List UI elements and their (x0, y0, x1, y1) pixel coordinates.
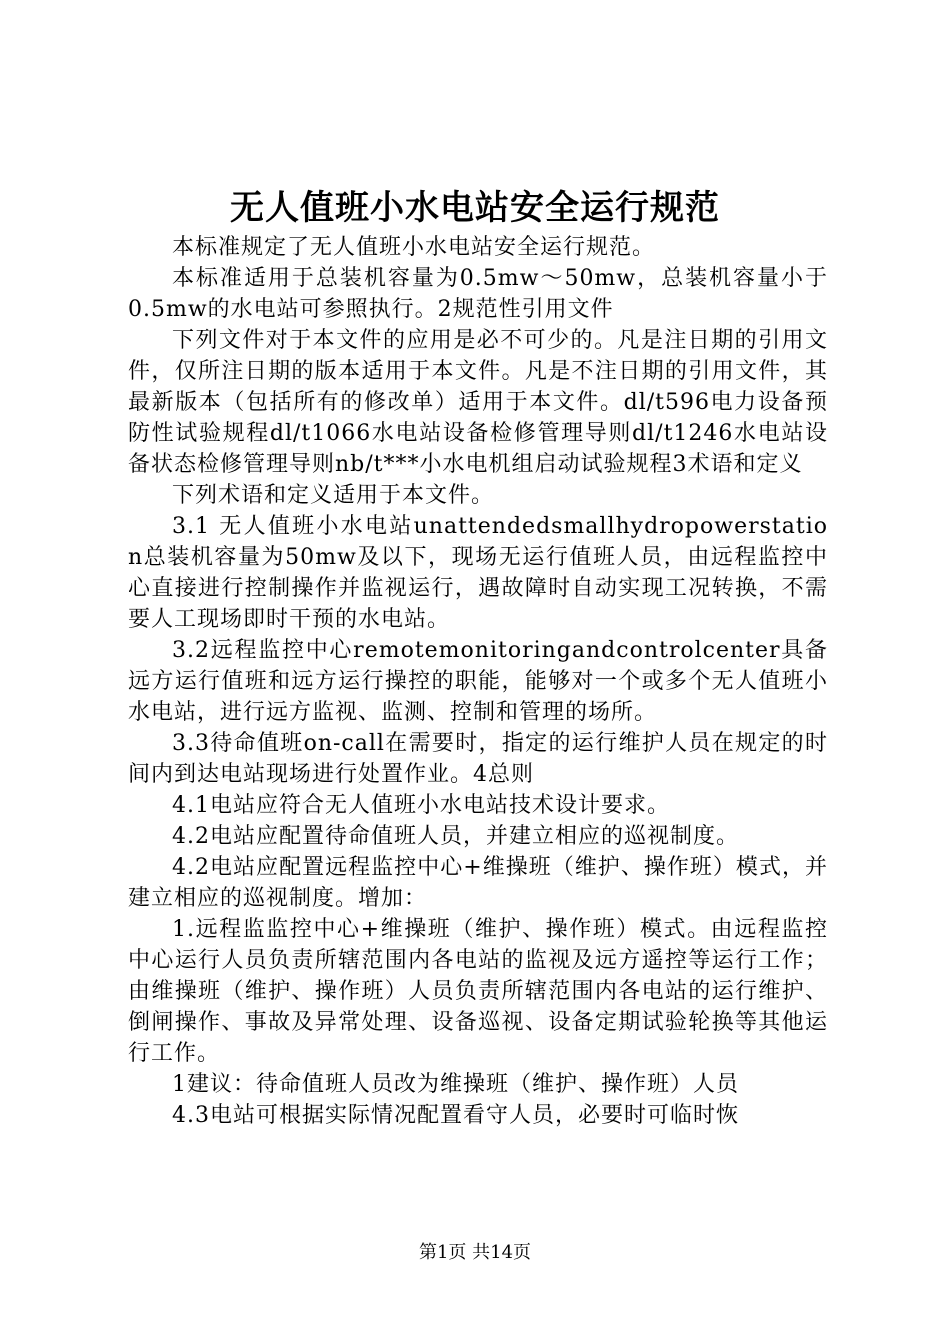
paragraph-clause-4-2a: 4.2电站应配置待命值班人员，并建立相应的巡视制度。 (172, 824, 739, 849)
document-title: 无人值班小水电站安全运行规范 (230, 188, 720, 228)
page-footer: 第1页 共14页 (418, 1242, 532, 1263)
paragraph-applicability: 本标准适用于总装机容量为0.5mw～50mw，总装机容量小于0.5mw的水电站可参照执行。2规范性引用文件 (128, 266, 828, 322)
paragraph-mode-description: 1.远程监监控中心+维操班（维护、操作班）模式。由远程监控中心运行人员负责所辖范围内各电站的监视及远方遥控等运行工作；由维操班（维护、操作班）人员负责所辖范围内各电站的运行维护、倒闸操作、事故及异常处理、设备巡视、设备定期试验轮换等其他运行工作。 (128, 917, 828, 1066)
paragraph-term-3-2: 3.2远程监控中心remotemonitoringandcontrolcenter具备远方运行值班和远方运行操控的职能，能够对一个或多个无人值班小水电站，进行远方监视、监测、控制和管理的场所。 (128, 638, 828, 725)
paragraph-clause-4-1: 4.1电站应符合无人值班小水电站技术设计要求。 (172, 793, 670, 818)
paragraph-normative-references: 下列文件对于本文件的应用是必不可少的。凡是注日期的引用文件，仅所注日期的版本适用于本文件。凡是不注日期的引用文件，其最新版本（包括所有的修改单）适用于本文件。dl/t596电力设备预防性试验规程dl/t1066水电站设备检修管理导则dl/t1246水电站设备状态检修管理导则nb/t***小水电机组启动试验规程3术语和定义 (128, 328, 828, 477)
paragraph-term-3-1: 3.1 无人值班小水电站unattendedsmallhydropowerstation总装机容量为50mw及以下，现场无运行值班人员，由远程监控中心直接进行控制操作并监视运行，遇故障时自动实现工况转换，不需要人工现场即时干预的水电站。 (128, 514, 828, 632)
paragraph-term-3-3: 3.3待命值班on-call在需要时，指定的运行维护人员在规定的时间内到达电站现场进行处置作业。4总则 (128, 731, 828, 787)
paragraph-clause-4-2b: 4.2电站应配置远程监控中心+维操班（维护、操作班）模式，并建立相应的巡视制度。增加： (128, 855, 828, 911)
paragraph-suggestion: 1建议：待命值班人员改为维操班（维护、操作班）人员 (172, 1072, 739, 1097)
paragraph-clause-4-3: 4.3电站可根据实际情况配置看守人员，必要时可临时恢 (172, 1103, 739, 1128)
paragraph-terms-intro: 下列术语和定义适用于本文件。 (172, 483, 495, 508)
document-body (128, 232, 828, 1131)
paragraph-scope-statement: 本标准规定了无人值班小水电站安全运行规范。 (172, 235, 656, 260)
